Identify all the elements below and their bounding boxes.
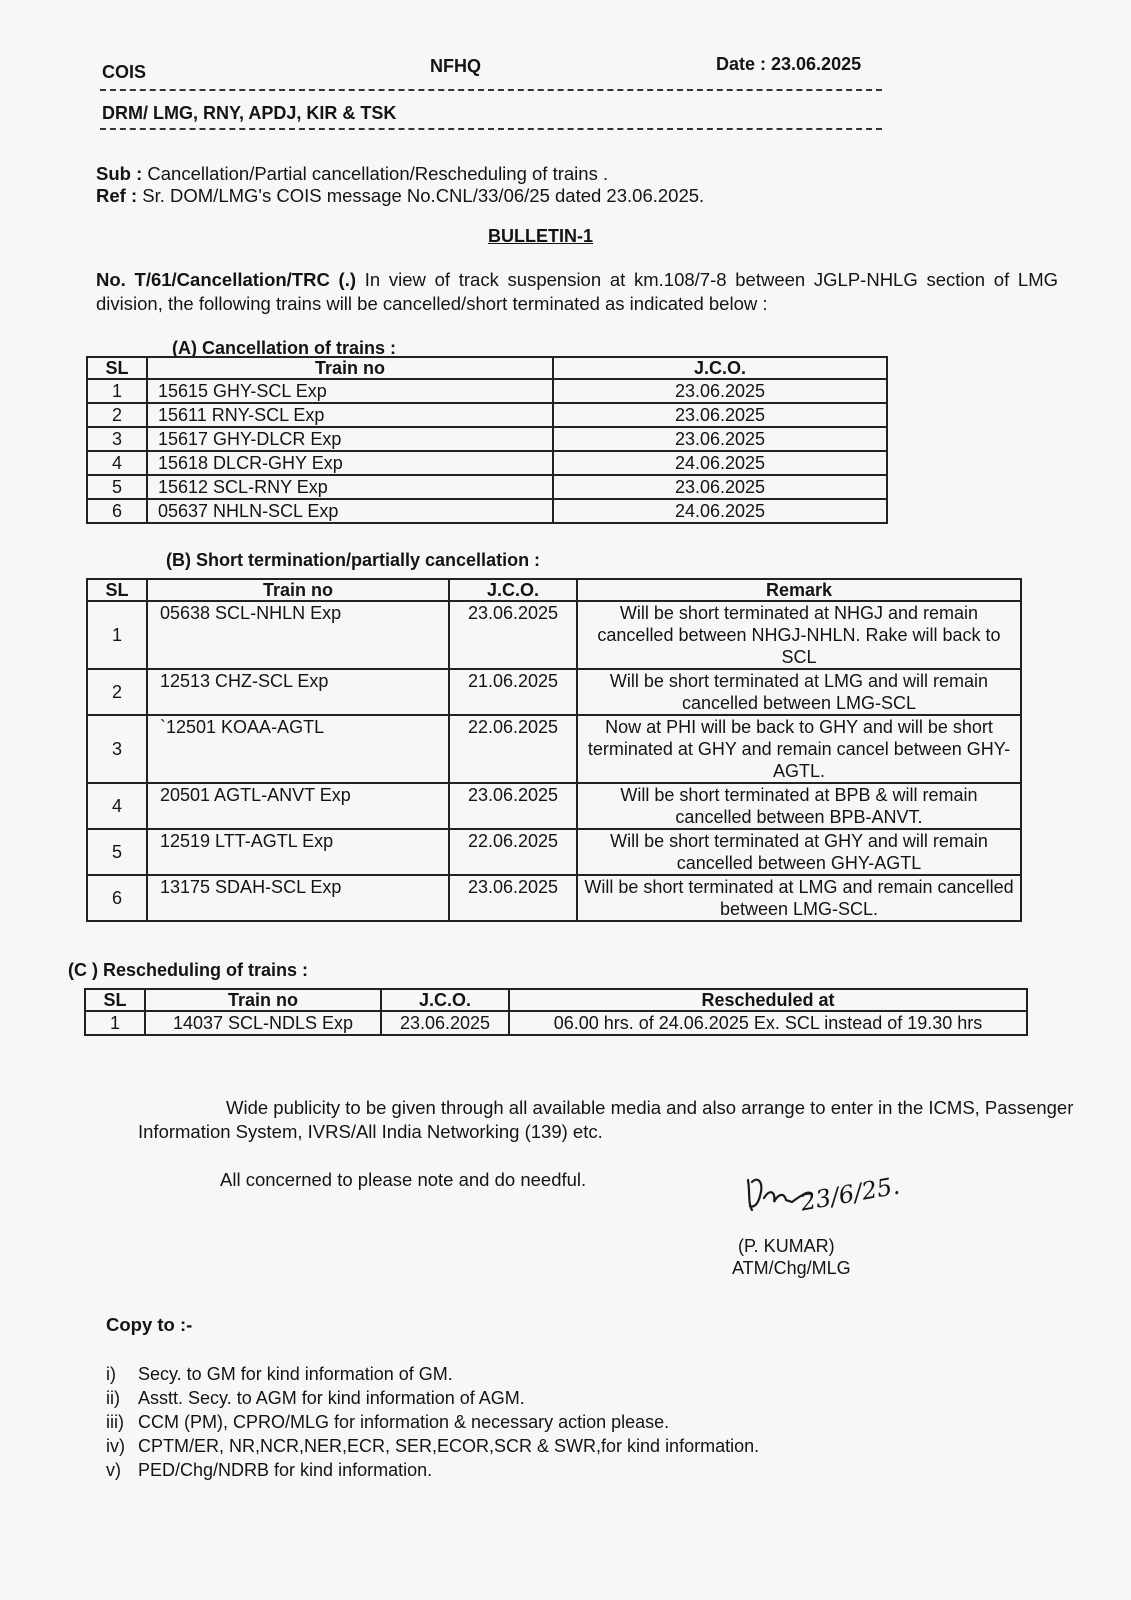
cell-remark: Will be short terminated at LMG and remain cancelled between LMG-SCL. — [577, 875, 1021, 921]
list-item-number: i) — [106, 1364, 116, 1384]
cell-jco: 24.06.2025 — [553, 499, 887, 523]
list-item-number: v) — [106, 1460, 121, 1480]
col-header-train-no: Train no — [145, 989, 381, 1011]
cell-jco: 22.06.2025 — [449, 715, 577, 783]
cell-jco: 23.06.2025 — [449, 875, 577, 921]
bulletin-title: BULLETIN-1 — [488, 226, 593, 246]
table-header-row — [87, 357, 887, 379]
cell-train-no: 15611 RNY-SCL Exp — [147, 403, 553, 427]
cell-sl: 1 — [87, 379, 147, 403]
subject-text: Cancellation/Partial cancellation/Rescheduling of trains . — [147, 163, 609, 184]
header-date: Date : 23.06.2025 — [716, 54, 862, 74]
col-header-jco: J.C.O. — [449, 579, 577, 601]
header-recipients: DRM/ LMG, RNY, APDJ, KIR & TSK — [102, 103, 397, 123]
cell-rescheduled-at: 06.00 hrs. of 24.06.2025 Ex. SCL instead of 19.30 hrs — [509, 1011, 1027, 1035]
cell-jco: 23.06.2025 — [553, 379, 887, 403]
list-item-text: Asstt. Secy. to AGM for kind information of AGM. — [138, 1388, 525, 1408]
copy-to-list — [106, 1362, 1006, 1482]
cell-sl: 4 — [87, 783, 147, 829]
cell-train-no: 05638 SCL-NHLN Exp — [147, 601, 449, 669]
cell-sl: 5 — [87, 829, 147, 875]
cell-train-no: 15612 SCL-RNY Exp — [147, 475, 553, 499]
subject-label: Sub : — [96, 163, 143, 184]
list-item — [106, 1410, 1006, 1434]
intro-text: In view of track suspension at km.108/7-8 between JGLP-NHLG section of LMG division, the following trains will be cancelled/short terminated as indicated below : — [96, 269, 1059, 314]
list-item — [106, 1434, 1006, 1458]
list-item-text: CCM (PM), CPRO/MLG for information & necessary action please. — [138, 1412, 670, 1432]
cell-jco: 23.06.2025 — [553, 403, 887, 427]
cell-train-no: 12519 LTT-AGTL Exp — [147, 829, 449, 875]
col-header-sl: SL — [85, 989, 145, 1011]
concerned-note: All concerned to please note and do needful. — [220, 1169, 587, 1190]
cell-jco: 21.06.2025 — [449, 669, 577, 715]
list-item-text: PED/Chg/NDRB for kind information. — [138, 1460, 433, 1480]
table-row — [87, 427, 887, 451]
cell-sl: 6 — [87, 875, 147, 921]
col-header-train-no: Train no — [147, 357, 553, 379]
cell-remark: Will be short terminated at GHY and will remain cancelled between GHY-AGTL — [577, 829, 1021, 875]
cell-train-no: 05637 NHLN-SCL Exp — [147, 499, 553, 523]
cell-train-no: `12501 KOAA-AGTL — [147, 715, 449, 783]
cell-sl: 3 — [87, 715, 147, 783]
table-row — [85, 1011, 1027, 1035]
cell-train-no: 15618 DLCR-GHY Exp — [147, 451, 553, 475]
cancellation-table — [86, 356, 888, 524]
list-item-number: iv) — [106, 1436, 125, 1456]
cell-sl: 1 — [87, 601, 147, 669]
cell-sl: 2 — [87, 403, 147, 427]
cell-jco: 22.06.2025 — [449, 829, 577, 875]
reference-label: Ref : — [96, 185, 138, 206]
cell-jco: 24.06.2025 — [553, 451, 887, 475]
intro-ref-number: No. T/61/Cancellation/TRC (.) — [96, 269, 357, 290]
cell-sl: 3 — [87, 427, 147, 451]
cell-remark: Now at PHI will be back to GHY and will be short terminated at GHY and remain cancel between GHY-AGTL. — [577, 715, 1021, 783]
intro-paragraph — [96, 268, 1058, 316]
cell-jco: 23.06.2025 — [553, 427, 887, 451]
cell-sl: 2 — [87, 669, 147, 715]
cell-sl: 5 — [87, 475, 147, 499]
cell-sl: 4 — [87, 451, 147, 475]
col-header-jco: J.C.O. — [381, 989, 509, 1011]
list-item-number: iii) — [106, 1412, 124, 1432]
cell-train-no: 15615 GHY-SCL Exp — [147, 379, 553, 403]
cell-jco: 23.06.2025 — [381, 1011, 509, 1035]
cell-train-no: 14037 SCL-NDLS Exp — [145, 1011, 381, 1035]
table-row — [87, 499, 887, 523]
col-header-rescheduled-at: Rescheduled at — [509, 989, 1027, 1011]
list-item-text: CPTM/ER, NR,NCR,NER,ECR, SER,ECOR,SCR & SWR,for kind information. — [138, 1436, 760, 1456]
table-row — [87, 669, 1021, 715]
reference-line — [96, 184, 704, 208]
reference-text: Sr. DOM/LMG's COIS message No.CNL/33/06/25 dated 23.06.2025. — [142, 185, 705, 206]
header-center: NFHQ — [430, 56, 481, 76]
copy-to-title: Copy to :- — [106, 1314, 193, 1335]
cell-train-no: 12513 CHZ-SCL Exp — [147, 669, 449, 715]
cell-remark: Will be short terminated at NHGJ and remain cancelled between NHGJ-NHLN. Rake will back to SCL — [577, 601, 1021, 669]
list-item — [106, 1386, 1006, 1410]
col-header-train-no: Train no — [147, 579, 449, 601]
table-row — [87, 715, 1021, 783]
publicity-paragraph: Wide publicity to be given through all available media and also arrange to enter in the ICMS, Passenger Information System, IVRS/All India Networking (139) etc. — [138, 1097, 1074, 1142]
table-row — [87, 475, 887, 499]
cell-remark: Will be short terminated at BPB & will remain cancelled between BPB-ANVT. — [577, 783, 1021, 829]
table-row — [87, 829, 1021, 875]
list-item — [106, 1362, 1006, 1386]
cell-remark: Will be short terminated at LMG and will remain cancelled between LMG-SCL — [577, 669, 1021, 715]
table-row — [87, 875, 1021, 921]
col-header-sl: SL — [87, 579, 147, 601]
divider-bottom — [100, 128, 882, 130]
signatory-name: (P. KUMAR) — [738, 1236, 835, 1256]
signatory-designation: ATM/Chg/MLG — [732, 1258, 851, 1278]
short-termination-table — [86, 578, 1022, 922]
cell-sl: 1 — [85, 1011, 145, 1035]
cell-sl: 6 — [87, 499, 147, 523]
section-b-title: (B) Short termination/partially cancellation : — [166, 550, 541, 570]
table-row — [87, 783, 1021, 829]
table-row — [87, 379, 887, 403]
rescheduling-table — [84, 988, 1028, 1036]
list-item-text: Secy. to GM for kind information of GM. — [138, 1364, 453, 1384]
list-item — [106, 1458, 1006, 1482]
table-header-row — [87, 579, 1021, 601]
col-header-jco: J.C.O. — [553, 357, 887, 379]
cell-jco: 23.06.2025 — [553, 475, 887, 499]
signature-date: 23/6/25. — [798, 1171, 902, 1217]
section-a-title: (A) Cancellation of trains : — [172, 338, 397, 358]
col-header-remark: Remark — [577, 579, 1021, 601]
divider-top — [100, 89, 882, 91]
col-header-sl: SL — [87, 357, 147, 379]
section-c-title: (C ) Rescheduling of trains : — [68, 960, 309, 980]
cell-jco: 23.06.2025 — [449, 601, 577, 669]
cell-jco: 23.06.2025 — [449, 783, 577, 829]
cell-train-no: 13175 SDAH-SCL Exp — [147, 875, 449, 921]
cell-train-no: 20501 AGTL-ANVT Exp — [147, 783, 449, 829]
header-left: COIS — [102, 62, 147, 82]
table-row — [87, 403, 887, 427]
table-row — [87, 451, 887, 475]
table-header-row — [85, 989, 1027, 1011]
list-item-number: ii) — [106, 1388, 120, 1408]
table-row — [87, 601, 1021, 669]
cell-train-no: 15617 GHY-DLCR Exp — [147, 427, 553, 451]
subject-line — [96, 162, 608, 186]
